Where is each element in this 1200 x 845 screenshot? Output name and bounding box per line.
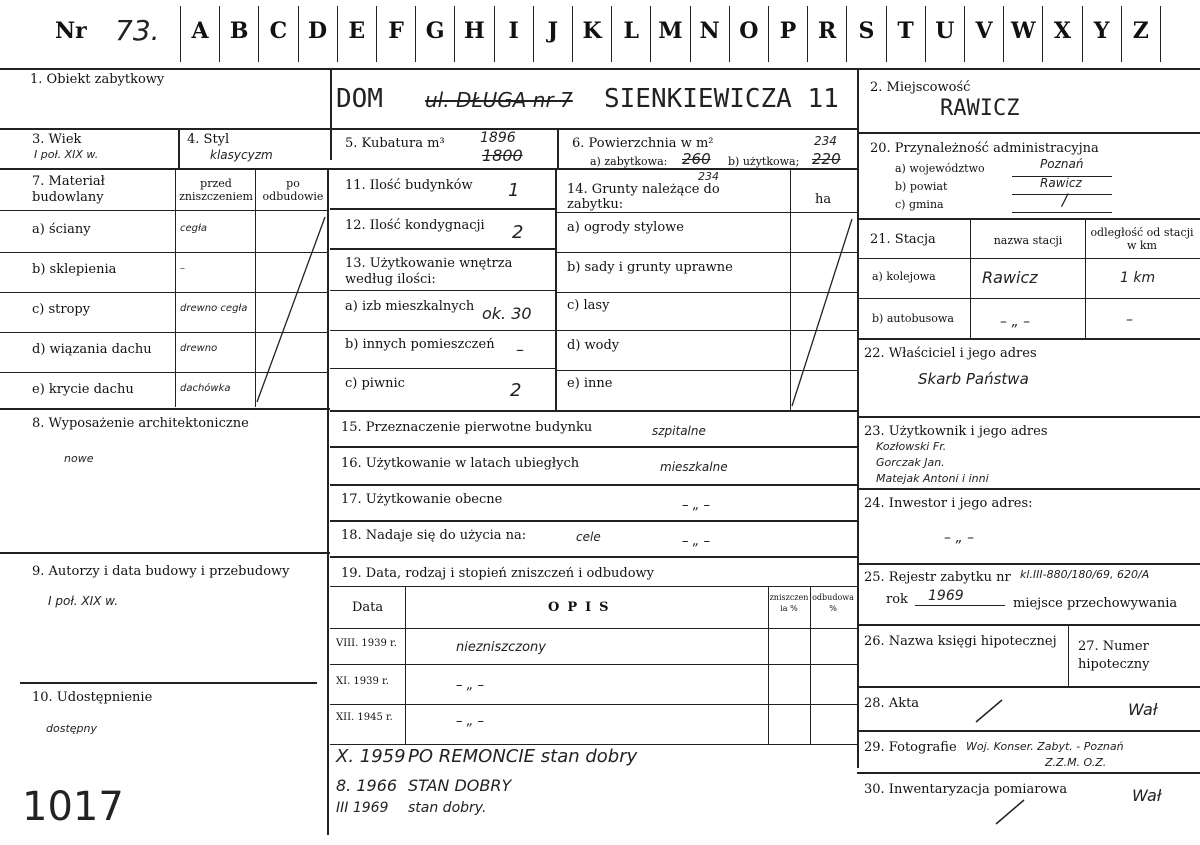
field-1-label: 1. Obiekt zabytkowy [30, 72, 165, 87]
field-4-value: klasycyzm [210, 148, 273, 162]
letter-cell-p: P [779, 18, 797, 44]
field-30-value: Wał [1132, 786, 1162, 805]
field-14-label: 14. Grunty należące do zabytku: [567, 182, 720, 212]
field-30-slash [990, 796, 1030, 828]
letter-cell-g: G [425, 18, 445, 44]
field-19-col-data: Data [352, 600, 384, 615]
field-27-label: 27. Numer hipoteczny [1078, 639, 1150, 672]
field-20-pow-label: b) powiat [895, 180, 948, 193]
field-19-col-opis: OPIS [548, 600, 617, 615]
field-14-ha: ha [815, 192, 832, 207]
field-25-rok-value: 1969 [928, 588, 964, 604]
field-23-line-2: Gorczak Jan. [876, 456, 945, 469]
field-24-label: 24. Inwestor i jego adres: [864, 496, 1033, 511]
field-10-value: dostępny [46, 722, 97, 735]
field-7-row-label: e) krycie dachu [32, 382, 134, 397]
nr-label: Nr [55, 18, 87, 44]
field-6-a-label: a) zabytkowa: [590, 155, 668, 168]
field-9-value: I poł. XIX w. [48, 594, 119, 608]
field-19-row-date: VIII. 1939 r. [336, 638, 397, 649]
field-11-label: 11. Ilość budynków [345, 178, 473, 193]
field-19-row-desc: – „ – [456, 714, 484, 729]
field-28-slash [970, 696, 1010, 726]
field-21-auto-nazwa: – „ – [1000, 314, 1031, 330]
field-21-auto-label: b) autobusowa [872, 312, 954, 325]
field-13-b-label: b) innych pomieszczeń [345, 337, 495, 352]
field-10-label: 10. Udostępnienie [32, 690, 153, 705]
field-7-row-label: c) stropy [32, 302, 91, 317]
field-7-row-value: cegła [180, 223, 207, 234]
field-19-label: 19. Data, rodzaj i stopień zniszczeń i odbudowy [341, 566, 655, 581]
field-13-c-value: 2 [510, 380, 522, 401]
field-20-label: 20. Przynależność administracyjna [870, 141, 1099, 156]
field-19-row-desc: STAN DOBRY [408, 776, 512, 795]
field-20-gm-value: / [1062, 190, 1068, 209]
field-7-row-value: dachówka [180, 383, 231, 394]
field-1-value-struck: ul. DŁUGA nr 7 [425, 88, 573, 112]
field-20-gm-label: c) gmina [895, 198, 944, 211]
field-20-woj-value: Poznań [1040, 157, 1084, 171]
field-22-label: 22. Właściciel i jego adres [864, 346, 1037, 361]
field-21-kol-label: a) kolejowa [872, 270, 936, 283]
letter-cell-i: I [508, 18, 519, 44]
field-13-a-label: a) izb mieszkalnych [345, 299, 475, 314]
field-25-rok-label: rok [886, 592, 908, 607]
letter-cell-e: E [348, 18, 366, 44]
field-17-label: 17. Użytkowanie obecne [341, 492, 503, 507]
field-30-label: 30. Inwentaryzacja pomiarowa [864, 782, 1068, 797]
field-19-row-desc: PO REMONCIE stan dobry [408, 746, 638, 767]
card-number: 1017 [22, 784, 124, 830]
field-17-value: – „ – [682, 498, 710, 513]
field-18-value-1: cele [576, 530, 601, 544]
field-12-value: 2 [512, 222, 524, 243]
field-19-row-date: X. 1959 [336, 746, 406, 767]
field-19-row-desc: niezniszczony [456, 640, 546, 655]
field-29-value: Woj. Konser. Zabyt. - Poznań [966, 740, 1124, 753]
field-19-row-desc: stan dobry. [408, 800, 487, 816]
field-19-row-date: XI. 1939 r. [336, 676, 389, 687]
field-2-value: RAWICZ [940, 96, 1020, 121]
letter-cell-a: A [191, 18, 209, 44]
field-14-row-label: e) inne [567, 376, 613, 391]
letter-cell-u: U [935, 18, 955, 44]
field-21-label: 21. Stacja [870, 232, 936, 247]
field-23-label: 23. Użytkownik i jego adres [864, 424, 1048, 439]
field-28-value: Wał [1128, 700, 1158, 719]
field-29-value-2: Z.Z.M. O.Z. [1045, 756, 1107, 769]
field-9-label: 9. Autorzy i data budowy i przebudowy [32, 564, 290, 579]
field-19-col-znisz: zniszczenia % [769, 593, 809, 613]
letter-cell-t: T [897, 18, 914, 44]
field-23-line-1: Kozłowski Fr. [876, 440, 947, 453]
field-20-pow-value: Rawicz [1040, 176, 1082, 190]
letter-cell-c: C [269, 18, 288, 44]
field-15-value: szpitalne [652, 424, 706, 438]
field-6-b-label: b) użytkowa; [728, 155, 800, 168]
field-14-row-label: b) sady i grunty uprawne [567, 260, 733, 275]
field-19-row-date: 8. 1966 [336, 776, 398, 795]
field-8-label: 8. Wyposażenie architektoniczne [32, 416, 249, 431]
field-19-row-desc: – „ – [456, 678, 484, 693]
field-22-value: Skarb Państwa [918, 370, 1029, 388]
field-13-b-value: – [516, 340, 524, 359]
letter-cell-k: K [582, 18, 602, 44]
field-16-label: 16. Użytkowanie w latach ubiegłych [341, 456, 580, 471]
field-7-row-value: drewno [180, 343, 218, 354]
letter-cell-x: X [1053, 18, 1071, 44]
letter-cell-m: M [658, 18, 683, 44]
field-7-row-value: – [180, 263, 185, 274]
field-6-b-value-top: 234 [814, 134, 837, 148]
field-7-label: 7. Materiał budowlany [32, 174, 105, 205]
letter-cell-y: Y [1093, 18, 1110, 44]
field-19-col-odbu: odbudowa % [812, 593, 854, 613]
letter-cell-d: D [308, 18, 328, 44]
field-7-row-label: d) wiązania dachu [32, 342, 152, 357]
field-8-value: nowe [64, 452, 94, 465]
letter-cell-o: O [739, 18, 759, 44]
field-21-kol-nazwa: Rawicz [982, 268, 1038, 287]
field-2-label: 2. Miejscowość [870, 80, 971, 95]
field-14-row-label: c) lasy [567, 298, 610, 313]
field-21-col-odl: odległość od stacji w km [1090, 226, 1194, 252]
field-14-cross-out [790, 214, 858, 409]
letter-cell-s: S [858, 18, 875, 44]
field-20-woj-label: a) województwo [895, 162, 985, 175]
field-21-kol-odl: 1 km [1120, 270, 1156, 286]
field-14-ha-note: 234 [698, 170, 719, 183]
field-12-label: 12. Ilość kondygnacji [345, 218, 485, 233]
field-1-value-dom: DOM [336, 84, 383, 114]
field-3-label: 3. Wiek [32, 132, 82, 147]
field-5-value: 1896 [480, 130, 516, 146]
field-19-row-date: III 1969 [336, 800, 389, 816]
field-5-label: 5. Kubatura m³ [345, 136, 445, 151]
letter-cell-h: H [463, 18, 485, 44]
field-15-label: 15. Przeznaczenie pierwotne budynku [341, 420, 593, 435]
field-25-miejsce-label: miejsce przechowywania [1013, 596, 1178, 611]
field-7-row-label: b) sklepienia [32, 262, 117, 277]
letter-cell-f: F [388, 18, 404, 44]
header-row [0, 0, 1200, 68]
field-7-row-label: a) ściany [32, 222, 91, 237]
field-6-a-value: 260 [682, 150, 711, 168]
field-23-line-3: Matejak Antoni i inni [876, 472, 989, 485]
letter-cell-b: B [229, 18, 249, 44]
letter-cell-z: Z [1132, 18, 1149, 44]
letter-cell-w: W [1010, 18, 1036, 44]
letter-cell-n: N [699, 18, 720, 44]
field-14-row-label: d) wody [567, 338, 620, 353]
letter-cell-l: L [623, 18, 639, 44]
field-25-label: 25. Rejestr zabytku nr [864, 570, 1011, 585]
field-7-row-value: drewno cegła [180, 303, 248, 314]
field-14-row-label: a) ogrody stylowe [567, 220, 684, 235]
letter-cell-j: J [547, 18, 558, 44]
field-6-label: 6. Powierzchnia w m² [572, 136, 714, 151]
field-7-col-przed: przed zniszczeniem [179, 177, 253, 203]
letter-cell-v: V [975, 18, 993, 44]
field-13-a-value: ok. 30 [482, 304, 532, 323]
field-7-cross-out [255, 212, 330, 407]
field-16-value: mieszkalne [660, 460, 728, 474]
field-18-value-2: – „ – [682, 534, 710, 549]
field-4-label: 4. Styl [187, 132, 230, 147]
field-26-label: 26. Nazwa księgi hipotecznej [864, 634, 1057, 649]
field-5-value-struck: 1800 [482, 146, 523, 165]
field-28-label: 28. Akta [864, 696, 920, 711]
field-6-b-value: 220 [812, 150, 841, 168]
field-19-row-date: XII. 1945 r. [336, 712, 393, 723]
field-18-label: 18. Nadaje się do użycia na: [341, 528, 527, 543]
field-24-value: – „ – [944, 530, 975, 546]
field-29-label: 29. Fotografie [864, 740, 957, 755]
field-1-value-new: SIENKIEWICZA 11 [604, 84, 839, 114]
field-21-col-nazwa: nazwa stacji [993, 234, 1063, 247]
field-21-auto-odl: – [1126, 312, 1133, 328]
field-11-value: 1 [508, 180, 520, 201]
letter-cell-r: R [818, 18, 837, 44]
field-13-label: 13. Użytkowanie wnętrza według ilości: [345, 256, 513, 287]
field-25-value: kl.III-880/180/69, 620/A [1020, 568, 1150, 581]
field-7-col-po: po odbudowie [262, 177, 324, 203]
nr-value: 73. [115, 14, 160, 47]
field-3-value: I poł. XIX w. [34, 148, 99, 161]
field-13-c-label: c) piwnic [345, 376, 405, 391]
